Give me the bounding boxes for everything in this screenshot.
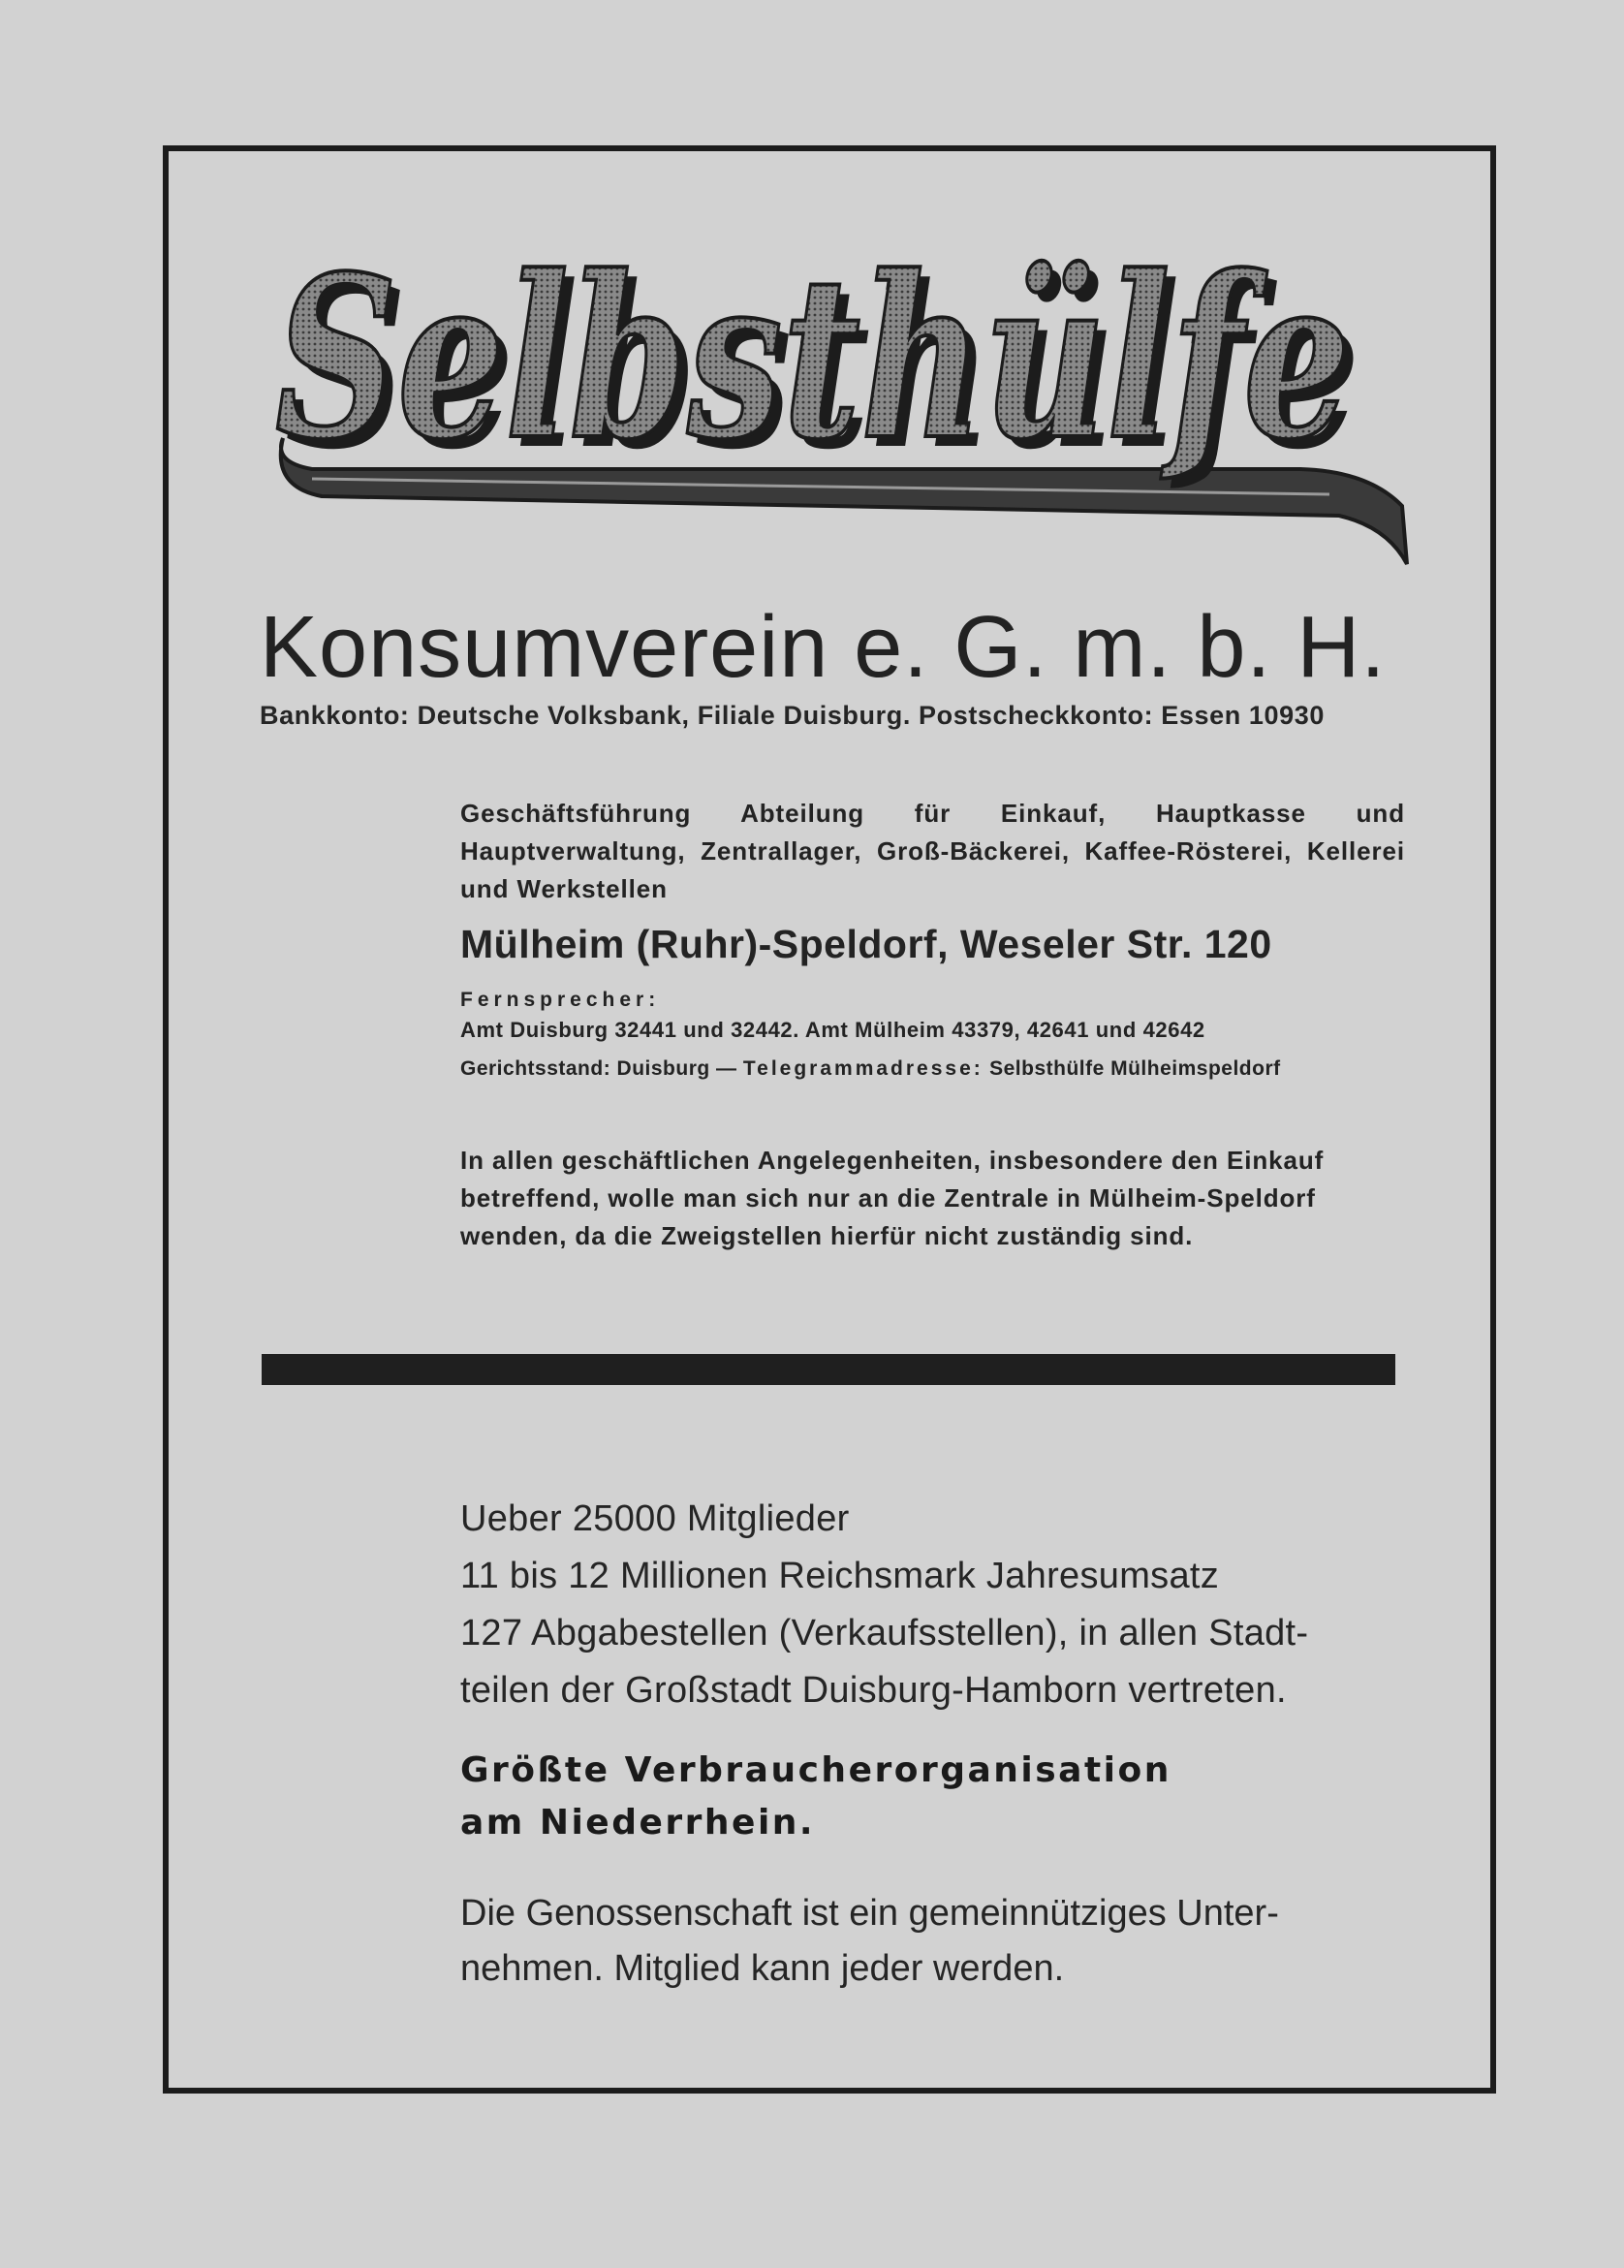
court-prefix: Gerichtsstand: Duisburg —: [460, 1057, 737, 1080]
annual-turnover: 11 bis 12 Millionen Reichsmark Jahresumsatz: [460, 1556, 1220, 1596]
business-notice: In allen geschäftlichen Angelegenheiten, insbesondere den Einkauf betreffend, wolle man sich nur an die Zentrale in Mülheim-Speldorf wenden, da die Zweigstellen hierfür nicht zuständig sind.: [460, 1146, 1325, 1250]
outlets-line-2: teilen der Großstadt Duisburg-Hamborn vertreten.: [460, 1670, 1287, 1711]
outlets-line-1: 127 Abgabestellen (Verkaufsstellen), in allen Stadt-: [460, 1613, 1309, 1654]
slogan: [460, 1745, 1405, 1849]
closing-statement: [460, 1886, 1410, 1997]
telegram-label: Telegrammadresse:: [742, 1057, 984, 1080]
svg-text:Selbsthülfe: Selbsthülfe: [275, 254, 1351, 489]
company-name: Konsumverein e. G. m. b. H.: [260, 599, 1387, 696]
selbsthuelfe-logo: [254, 254, 1413, 603]
telegram-value: Selbsthülfe Mülheimspeldorf: [989, 1057, 1281, 1080]
headquarters-address: Mülheim (Ruhr)-Speldorf, Weseler Str. 120: [460, 922, 1272, 966]
phone-label: Fernsprecher:: [460, 989, 661, 1011]
closing-line-2: nehmen. Mitglied kann jeder werden.: [460, 1948, 1065, 1989]
court-telegram-line: [460, 1055, 1405, 1084]
divider-bar: [262, 1354, 1395, 1385]
statistics: [460, 1491, 1410, 1719]
members-count: Ueber 25000 Mitglieder: [460, 1498, 850, 1539]
slogan-line-2: am Niederrhein.: [460, 1803, 816, 1843]
slogan-line-1: Größte Verbraucherorganisation: [460, 1750, 1171, 1790]
svg-text:Selbsthülfe: Selbsthülfe: [285, 254, 1360, 499]
management-description: Geschäftsführung Abteilung für Einkauf, Hauptkasse und Hauptverwaltung, Zentrallager, Groß-Bäckerei, Kaffee-Rösterei, Kellerei und Werkstellen: [460, 799, 1405, 903]
closing-line-1: Die Genossenschaft ist ein gemeinnütziges Unter-: [460, 1893, 1279, 1934]
bank-details: Bankkonto: Deutsche Volksbank, Filiale Duisburg. Postscheckkonto: Essen 10930: [260, 701, 1326, 730]
phone-numbers: Amt Duisburg 32441 und 32442. Amt Mülheim 43379, 42641 und 42642: [460, 1018, 1205, 1042]
